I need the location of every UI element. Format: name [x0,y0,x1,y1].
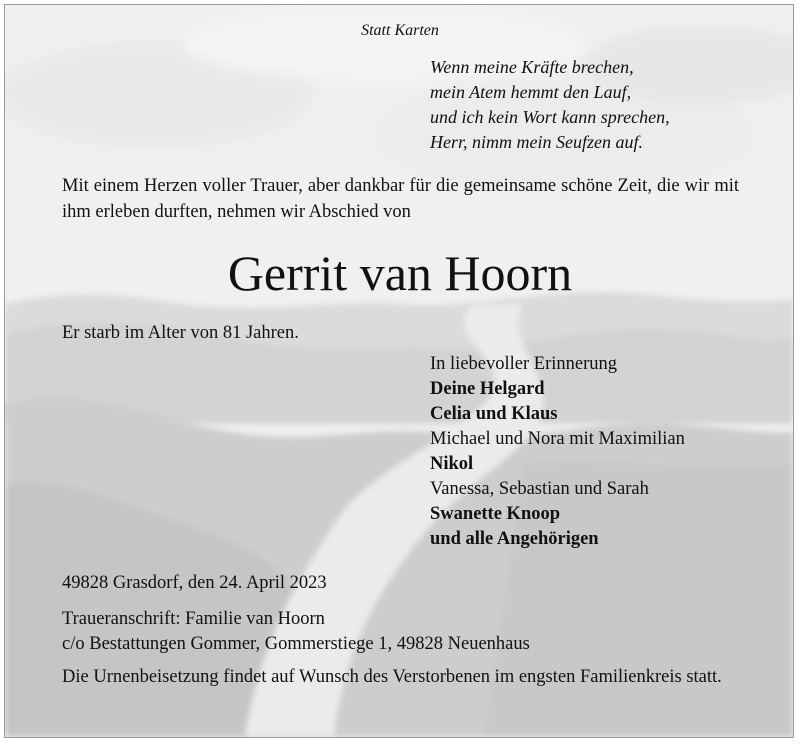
mourner-line: Deine Helgard [430,379,545,399]
deceased-name: Gerrit van Hoorn [227,245,573,301]
mourning-address [62,607,530,657]
statt-karten-heading: Statt Karten [361,22,439,39]
intro-paragraph: Mit einem Herzen voller Trauer, aber dankbar für die gemeinsame schöne Zeit, die wir mit ihm erleben durften, nehmen wir Abschied von [62,176,739,222]
verse-line: Wenn meine Kräfte brechen, [430,57,634,77]
verse-line: Herr, nimm mein Seufzen auf. [430,132,643,152]
address-line: Traueranschrift: Familie van Hoorn [62,609,325,629]
mourner-line: Celia und Klaus [430,404,558,424]
age-line: Er starb im Alter von 81 Jahren. [62,323,299,343]
verse-block [430,55,670,155]
verse-line: und ich kein Wort kann sprechen, [430,107,670,127]
mourner-line: Nikol [430,454,474,474]
verse-line: mein Atem hemmt den Lauf, [430,82,632,102]
mourner-line: Vanessa, Sebastian und Sarah [430,479,649,499]
mourners-lead: In liebevoller Erinnerung [430,354,617,374]
mourner-line: Michael und Nora mit Maximilian [430,429,685,449]
mourners-block [430,352,685,552]
closing-paragraph: Die Urnenbeisetzung findet auf Wunsch des Verstorbenen im engsten Familienkreis statt. [62,667,722,687]
place-date: 49828 Grasdorf, den 24. April 2023 [62,573,327,593]
address-line: c/o Bestattungen Gommer, Gommerstiege 1, 49828 Neuenhaus [62,634,530,654]
mourner-line: Swanette Knoop [430,504,561,524]
mourner-line: und alle Angehörigen [430,529,599,549]
obituary-notice [4,4,794,738]
